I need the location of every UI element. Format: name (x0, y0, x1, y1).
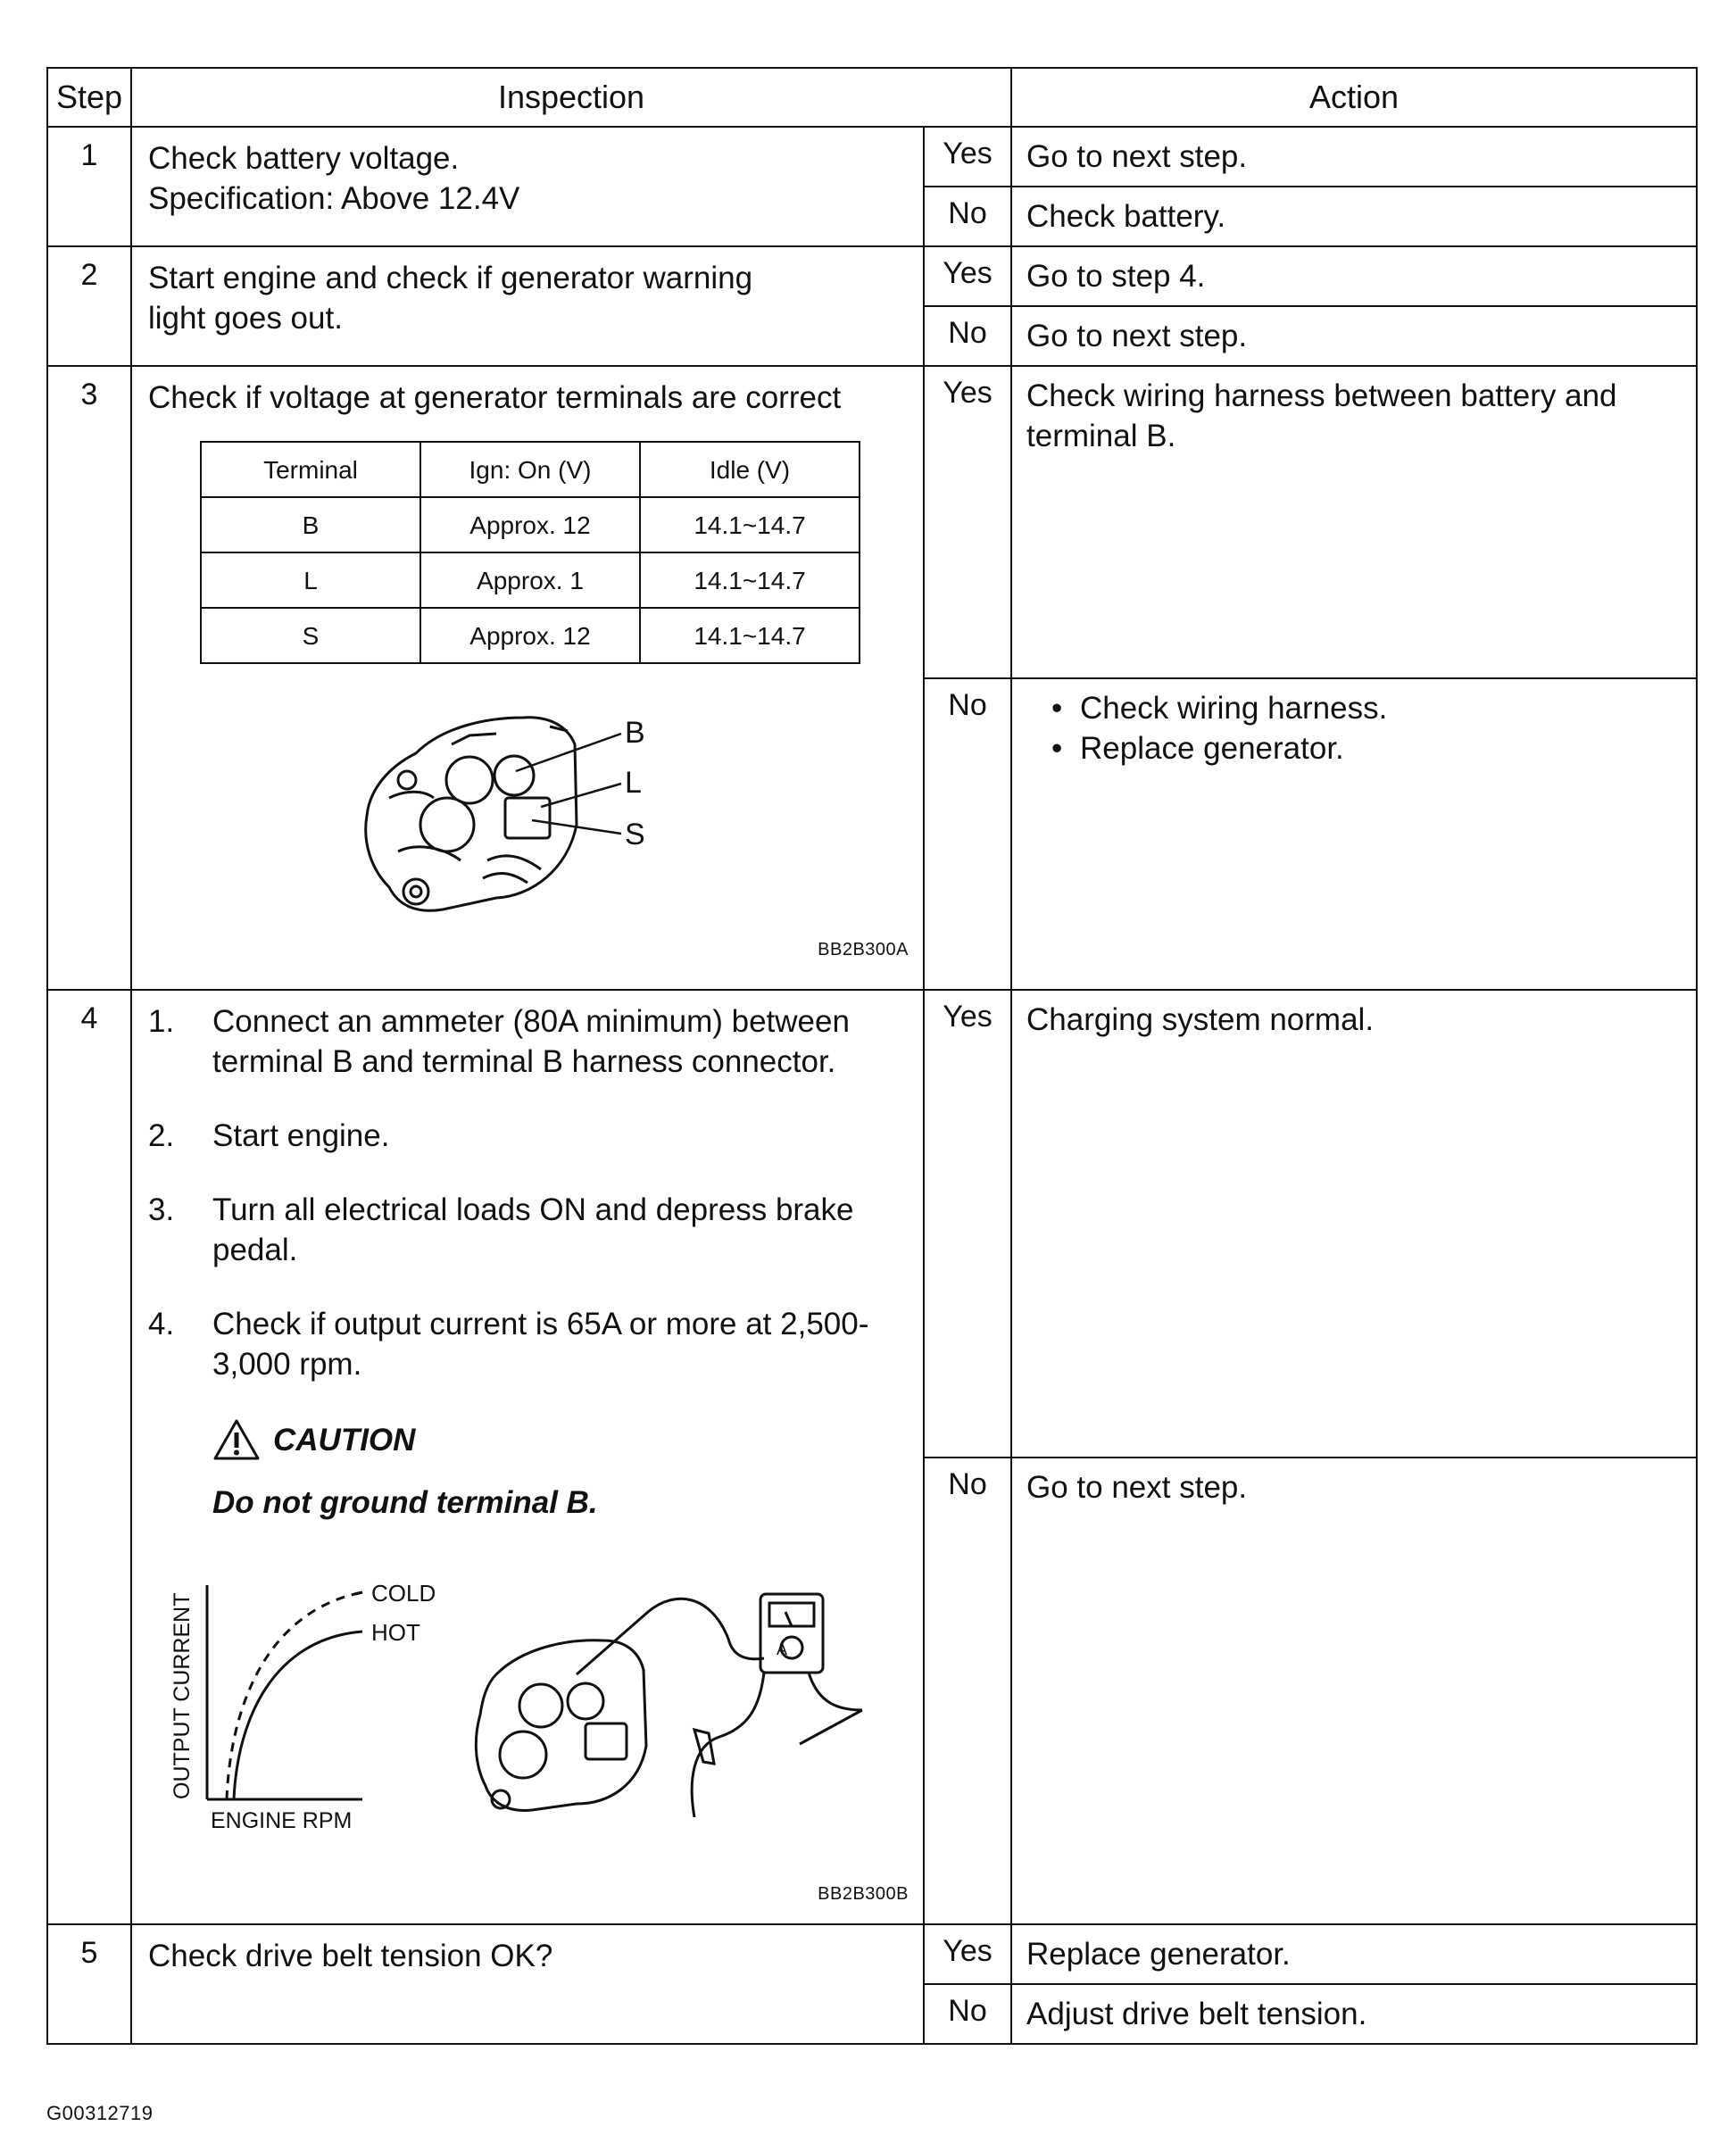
yes-label: Yes (924, 366, 1011, 678)
list-item (148, 1190, 909, 1270)
caution-title-text: CAUTION (273, 1422, 416, 1458)
no-action: Go to next step. (1011, 306, 1697, 366)
terminal-label-s: S (625, 818, 645, 851)
header-inspection: Inspection (131, 68, 1011, 127)
warning-triangle-icon (212, 1418, 261, 1461)
header-step: Step (47, 68, 131, 127)
cell: S (201, 608, 420, 663)
list-item: • Check wiring harness. (1051, 688, 1682, 728)
x-axis-label: ENGINE RPM (211, 1808, 353, 1833)
inspection-text: Check if voltage at generator terminals are correct (148, 380, 842, 415)
col-idle: Idle (V) (640, 442, 860, 497)
generator-terminal-illustration (148, 691, 909, 923)
inspection-cell (131, 1924, 924, 2044)
inspection-text: Check battery voltage. (148, 141, 460, 176)
item-text: Connect an ammeter (80A minimum) between terminal B and terminal B harness connector. (212, 1004, 850, 1079)
step-number: 3 (47, 366, 131, 990)
table-row (47, 990, 1697, 1458)
cell: Approx. 12 (420, 497, 640, 552)
yes-action: Replace generator. (1011, 1924, 1697, 1984)
list-item (148, 1116, 909, 1156)
yes-action: Check wiring harness between battery and terminal B. (1011, 366, 1697, 678)
cell: 14.1~14.7 (640, 608, 860, 663)
yes-label: Yes (924, 127, 1011, 187)
item-number: 4. (148, 1307, 175, 1341)
yes-action: Go to step 4. (1011, 246, 1697, 306)
yes-action: Charging system normal. (1011, 990, 1697, 1458)
table-row (47, 1924, 1697, 1984)
inspection-text: Check drive belt tension OK? (148, 1939, 553, 1973)
step-number: 4 (47, 990, 131, 1924)
figure-code: BB2B300B (818, 1884, 909, 1904)
yes-label: Yes (924, 1924, 1011, 1984)
no-label: No (924, 306, 1011, 366)
table-row (47, 366, 1697, 678)
inspection-spec: Specification: Above 12.4V (148, 181, 520, 216)
item-number: 1. (148, 1004, 175, 1039)
figure-row (148, 1576, 909, 1835)
table-header-row (47, 68, 1697, 127)
output-current-graph (148, 1576, 443, 1835)
cell: Approx. 12 (420, 608, 640, 663)
header-action: Action (1011, 68, 1697, 127)
inspection-cell (131, 366, 924, 990)
yes-label: Yes (924, 246, 1011, 306)
caution-text: Do not ground terminal B. (212, 1485, 598, 1520)
yes-action: Go to next step. (1011, 127, 1697, 187)
y-axis-label: OUTPUT CURRENT (170, 1592, 195, 1799)
no-label: No (924, 1458, 1011, 1925)
list-item (148, 1304, 909, 1384)
figure-code: BB2B300A (818, 940, 909, 959)
voltage-table-row (201, 552, 860, 608)
no-action: Adjust drive belt tension. (1011, 1984, 1697, 2044)
item-text: Start engine. (212, 1118, 390, 1153)
terminal-label-l: L (625, 766, 642, 800)
col-terminal: Terminal (201, 442, 420, 497)
diagnostic-table (46, 67, 1698, 2045)
hot-label: HOT (371, 1619, 420, 1646)
list-item: • Replace generator. (1051, 728, 1682, 768)
no-action-list (1011, 678, 1697, 991)
cell: 14.1~14.7 (640, 552, 860, 608)
item-number: 2. (148, 1118, 175, 1153)
document-code: G00312719 (46, 2102, 154, 2124)
caution-title (212, 1418, 909, 1461)
item-number: 3. (148, 1192, 175, 1227)
voltage-table (200, 441, 860, 664)
step-number: 2 (47, 246, 131, 366)
voltage-table-header (201, 442, 860, 497)
item-text: Turn all electrical loads ON and depress brake pedal. (212, 1192, 854, 1267)
no-action: Go to next step. (1011, 1458, 1697, 1925)
terminal-label-b: B (625, 716, 645, 750)
step-number: 5 (47, 1924, 131, 2044)
ammeter-connection-illustration (461, 1576, 871, 1835)
no-label: No (924, 678, 1011, 991)
voltage-table-row (201, 497, 860, 552)
inspection-text-cont: light goes out. (148, 301, 343, 336)
item-text: Check if output current is 65A or more at 2,500-3,000 rpm. (212, 1307, 869, 1382)
table-row (47, 127, 1697, 187)
cell: L (201, 552, 420, 608)
inspection-cell (131, 127, 924, 246)
cold-curve (227, 1592, 362, 1799)
svg-text:A: A (776, 1640, 788, 1658)
inspection-text: Start engine and check if generator warning (148, 261, 753, 295)
diagnostic-table-page (46, 67, 1696, 2124)
step-number: 1 (47, 127, 131, 246)
inspection-cell (131, 990, 924, 1924)
no-label: No (924, 1984, 1011, 2044)
col-ign-on: Ign: On (V) (420, 442, 640, 497)
no-action: Check battery. (1011, 187, 1697, 246)
caution-block (212, 1418, 909, 1523)
procedure-list (148, 1001, 909, 1384)
list-item (148, 1001, 909, 1082)
hot-curve (234, 1632, 362, 1799)
cell: 14.1~14.7 (640, 497, 860, 552)
cell: Approx. 1 (420, 552, 640, 608)
voltage-table-row (201, 608, 860, 663)
inspection-cell (131, 246, 924, 366)
cold-label: COLD (371, 1580, 436, 1607)
no-label: No (924, 187, 1011, 246)
cell: B (201, 497, 420, 552)
yes-label: Yes (924, 990, 1011, 1458)
table-row (47, 246, 1697, 306)
